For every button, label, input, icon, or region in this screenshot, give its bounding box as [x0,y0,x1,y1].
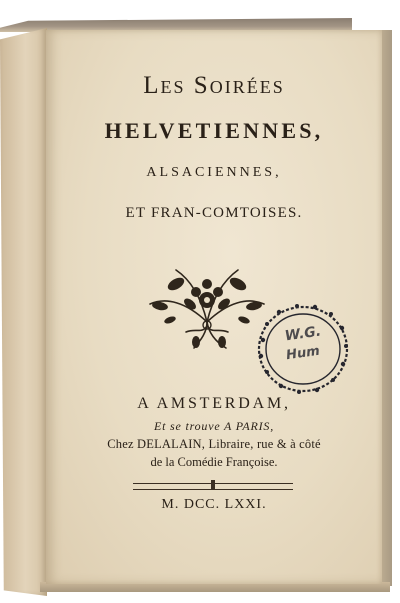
stamp-text-bottom: Hum [285,343,321,364]
imprint-sold-at: Et se trouve A PARIS, [153,419,274,433]
title-line-1: Les Soirées [143,72,285,99]
left-page-edge [0,28,47,596]
imprint-address: de la Comédie Françoise. [150,455,278,469]
imprint-place: A AMSTERDAM, [137,395,291,412]
publication-date: M. DCC. LXXI. [161,497,267,512]
imprint-publisher: Chez DELALAIN, Libraire, rue & à côté [107,437,321,451]
title-line-3: ALSACIENNES, [146,165,282,180]
floral-ornament-icon [146,262,268,350]
rule-center-mark [211,480,215,490]
stamp-text-top: W.G. [283,323,323,345]
title-line-4: ET FRAN-COMTOISES. [125,205,303,221]
title-line-2: HELVETIENNES, [104,118,324,143]
